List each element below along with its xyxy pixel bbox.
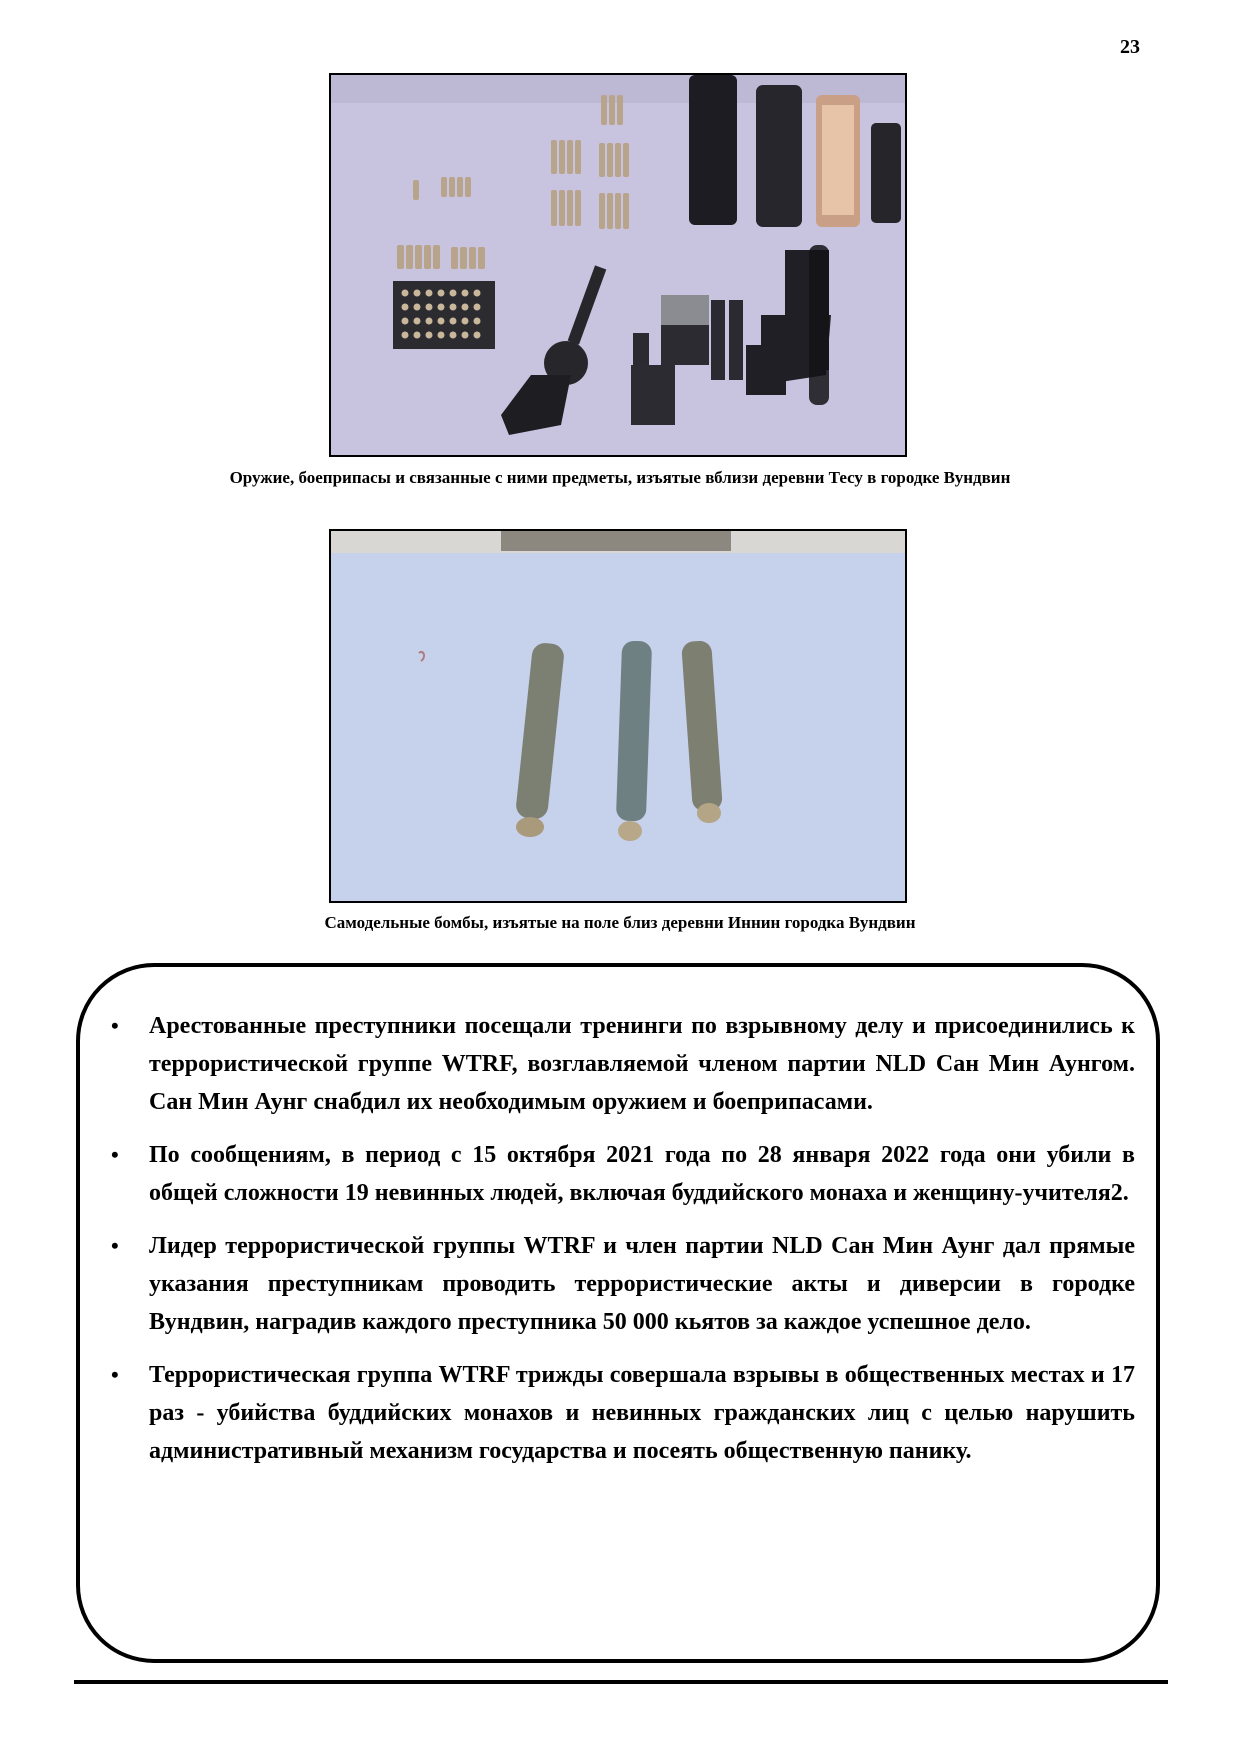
magazine-3 bbox=[729, 300, 743, 380]
figure-caption-weapons: Оружие, боеприпасы и связанные с ними предметы, изъятые вблизи деревни Тесу в городке Вундвин bbox=[229, 468, 1011, 487]
bullet-icon: • bbox=[111, 1013, 119, 1038]
page-number: 23 bbox=[1120, 36, 1140, 58]
figure-caption-bombs: Самодельные бомбы, изъятые на поле близ деревни Иннин городка Вундвин bbox=[324, 913, 916, 932]
summary-bullet bbox=[105, 1227, 1135, 1341]
bullet-icon: • bbox=[111, 1362, 119, 1387]
summary-bullet bbox=[105, 1356, 1135, 1470]
phone-2 bbox=[756, 85, 802, 227]
summary-bullet-text: По сообщениям, в период с 15 октября 2021 года по 28 января 2022 года они убили в общей сложности 19 невинных людей, включая буддийского монаха и женщину-учителя2. bbox=[149, 1142, 1135, 1206]
bullet-icon: • bbox=[111, 1233, 119, 1258]
summary-bullet-text: Террористическая группа WTRF трижды совершала взрывы в общественных местах и 17 раз - убийства буддийских монахов и невинных гражданских лиц с целью нарушить административный механизм государства и посеять общественную панику. bbox=[149, 1362, 1135, 1464]
seized-weapons-photo bbox=[329, 73, 907, 457]
magazine-2 bbox=[711, 300, 725, 380]
holster bbox=[809, 245, 829, 405]
summary-bullet bbox=[105, 1007, 1135, 1121]
summary-bullet-text: Лидер террористической группы WTRF и член партии NLD Сан Мин Аунг дал прямые указания преступникам проводить террористические акты и диверсии в городке Вундвин, наградив каждого преступника 50 000 кьятов за каждое успешное дело. bbox=[149, 1233, 1135, 1335]
phone-4 bbox=[871, 123, 901, 223]
summary-bullet bbox=[105, 1136, 1135, 1212]
bullet-icon: • bbox=[111, 1142, 119, 1167]
summary-bullet-text: Арестованные преступники посещали тренинги по взрывному делу и присоединились к террористической группе WTRF, возглавляемой членом партии NLD Сан Мин Аунгом. Сан Мин Аунг снабдил их необходимым оружием и боеприпасами. bbox=[149, 1013, 1135, 1115]
summary-bullet-list bbox=[105, 1007, 1135, 1485]
homemade-bombs-photo bbox=[329, 529, 907, 903]
phone-1 bbox=[689, 75, 737, 225]
footer-rule bbox=[74, 1680, 1168, 1684]
